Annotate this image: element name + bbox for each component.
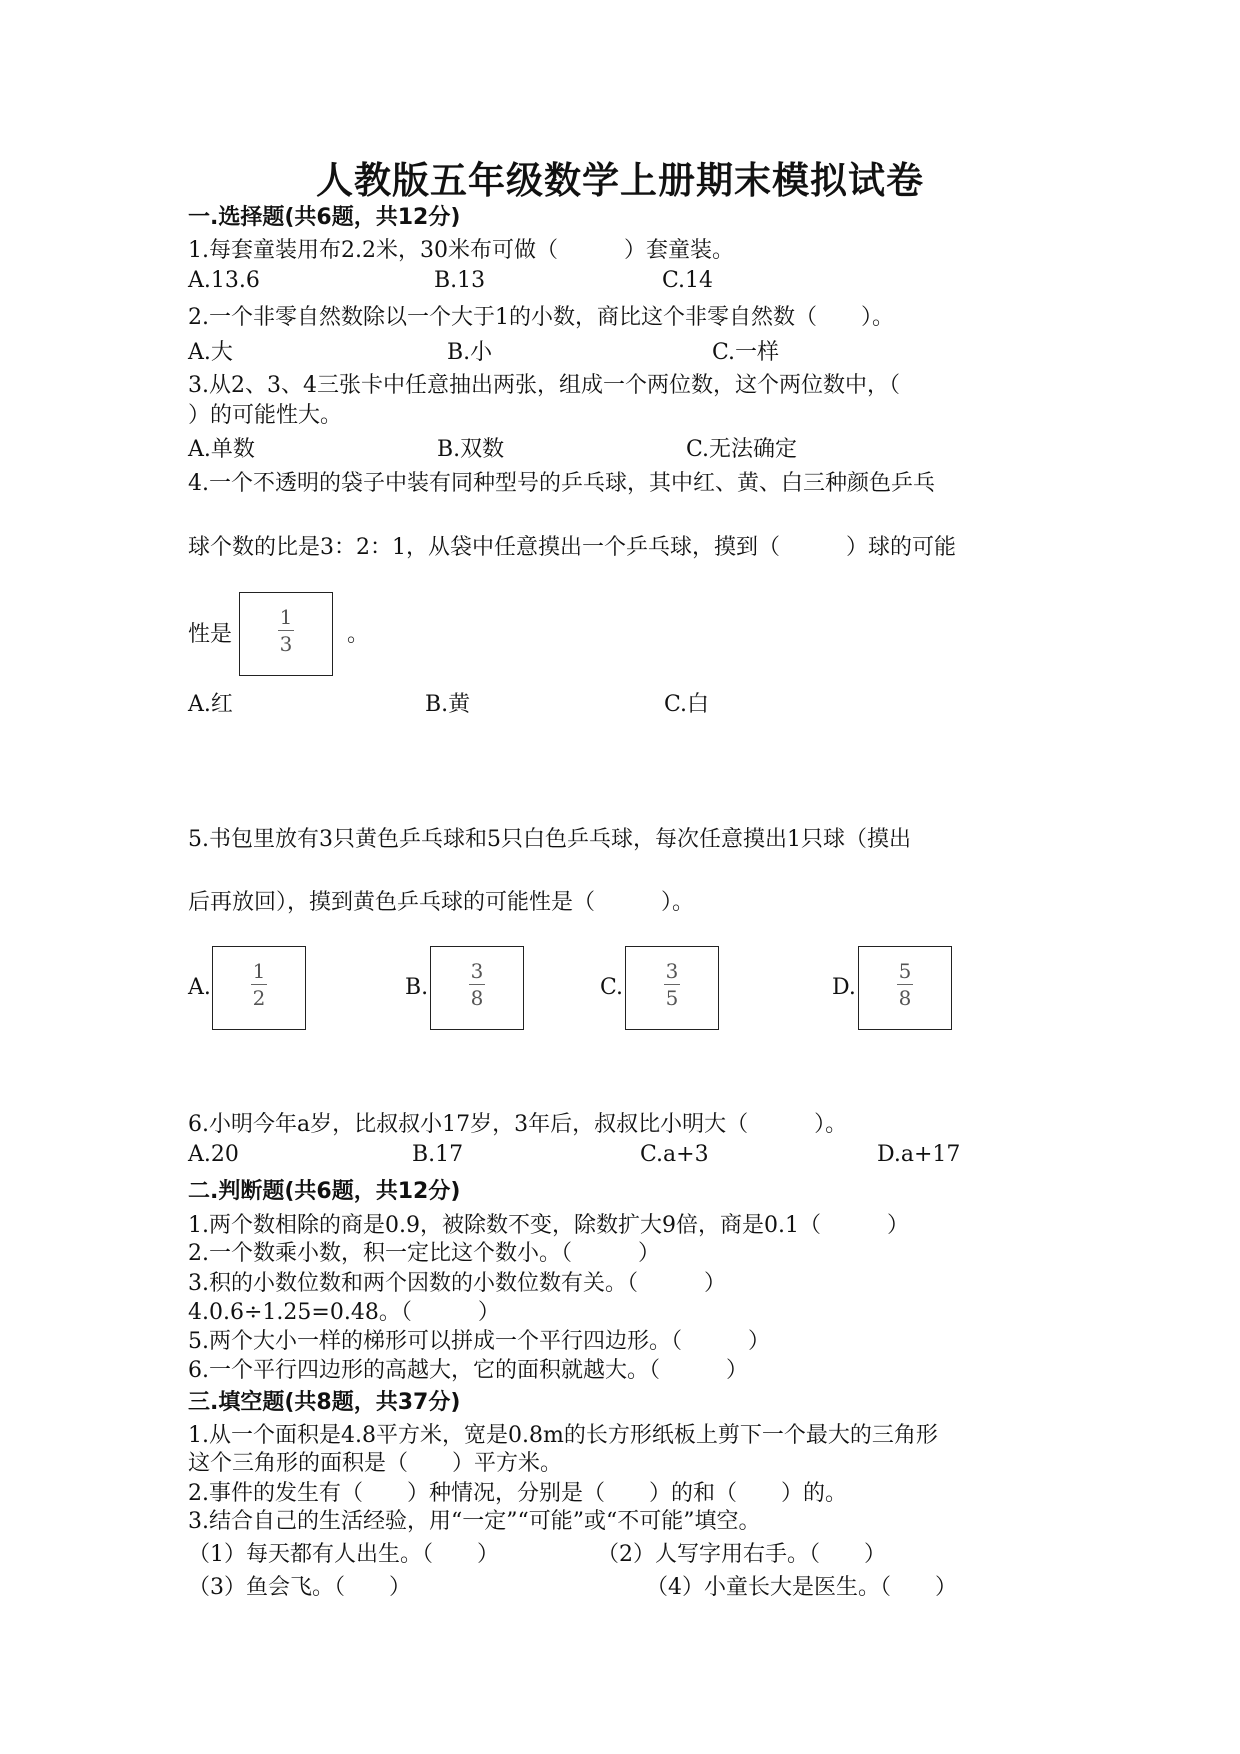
choice-q1-option-b: B.13 xyxy=(434,268,486,293)
choice-q4-line1: 4.一个不透明的袋子中装有同种型号的乒乓球，其中红、黄、白三种颜色乒乓 xyxy=(188,471,935,496)
choice-q4-line2: 球个数的比是3：2：1，从袋中任意摸出一个乒乓球，摸到（ ）球的可能 xyxy=(188,535,956,560)
choice-q4-line3-post: 。 xyxy=(347,622,370,647)
choice-q5-option-b-label: B. xyxy=(405,975,429,1000)
choice-q5-option-a-label: A. xyxy=(188,975,211,1000)
fraction-option-d xyxy=(859,959,951,1010)
choice-q4-option-a: A.红 xyxy=(188,692,233,717)
judge-q3: 3.积的小数位数和两个因数的小数位数有关。（ ） xyxy=(188,1271,726,1296)
fraction-box-option-a xyxy=(212,946,306,1030)
choice-q4-line3-pre: 性是 xyxy=(188,622,233,647)
fraction-denominator: 2 xyxy=(252,986,266,1010)
fraction-numerator: 1 xyxy=(279,605,293,629)
choice-q3-line2: ）的可能性大。 xyxy=(188,403,343,428)
choice-q4-option-b: B.黄 xyxy=(425,692,471,717)
choice-q5-option-d-label: D. xyxy=(832,975,856,1000)
fraction-bar xyxy=(664,984,680,985)
fraction-option-b xyxy=(431,959,523,1010)
fraction-option-c xyxy=(626,959,718,1010)
choice-q6-option-d: D.a+17 xyxy=(877,1142,961,1167)
choice-q2: 2.一个非零自然数除以一个大于1的小数，商比这个非零自然数（ ）。 xyxy=(188,305,894,330)
choice-q5-option-c-label: C. xyxy=(600,975,624,1000)
fraction-box-option-c xyxy=(625,946,719,1030)
fraction-bar xyxy=(278,630,294,631)
fill-q3-item-4: （4）小童长大是医生。（ ） xyxy=(646,1575,957,1600)
choice-q3-line1: 3.从2、3、4三张卡中任意抽出两张，组成一个两位数，这个两位数中，（ xyxy=(188,373,900,398)
judge-q4: 4.0.6÷1.25=0.48。（ ） xyxy=(188,1300,500,1325)
fraction-denominator: 5 xyxy=(665,986,679,1010)
fraction-numerator: 1 xyxy=(252,959,266,983)
fraction-numerator: 5 xyxy=(898,959,912,983)
choice-q4-option-c: C.白 xyxy=(664,692,710,717)
choice-q1-option-c: C.14 xyxy=(662,268,714,293)
judge-q6: 6.一个平行四边形的高越大，它的面积就越大。（ ） xyxy=(188,1358,748,1383)
fraction-box-q4 xyxy=(239,592,333,676)
choice-q1-option-a: A.13.6 xyxy=(188,268,260,293)
fraction-bar xyxy=(897,984,913,985)
fraction-numerator: 3 xyxy=(470,959,484,983)
fraction-box-option-d xyxy=(858,946,952,1030)
fraction-option-a xyxy=(213,959,305,1010)
choice-q3-option-a: A.单数 xyxy=(188,437,255,462)
fraction-denominator: 8 xyxy=(898,986,912,1010)
page-title: 人教版五年级数学上册期末模拟试卷 xyxy=(316,158,924,202)
judge-q2: 2.一个数乘小数，积一定比这个数小。（ ） xyxy=(188,1241,660,1266)
judge-q1: 1.两个数相除的商是0.9，被除数不变，除数扩大9倍，商是0.1（ ） xyxy=(188,1213,909,1238)
fill-q2: 2.事件的发生有（ ）种情况，分别是（ ）的和（ ）的。 xyxy=(188,1481,847,1506)
section-heading-fill: 三.填空题(共8题，共37分) xyxy=(188,1390,461,1415)
fraction-q4 xyxy=(240,605,332,656)
choice-q3-option-b: B.双数 xyxy=(437,437,505,462)
choice-q2-option-a: A.大 xyxy=(188,340,233,365)
fill-q3-item-1: （1）每天都有人出生。（ ） xyxy=(188,1542,499,1567)
choice-q1: 1.每套童装用布2.2米，30米布可做（ ）套童装。 xyxy=(188,238,734,263)
choice-q6-option-a: A.20 xyxy=(188,1142,239,1167)
choice-q2-option-c: C.一样 xyxy=(712,340,780,365)
fraction-bar xyxy=(469,984,485,985)
fill-q1-line2: 这个三角形的面积是（ ）平方米。 xyxy=(188,1451,563,1476)
fill-q3: 3.结合自己的生活经验，用“一定”“可能”或“不可能”填空。 xyxy=(188,1509,761,1534)
fill-q3-item-3: （3）鱼会飞。（ ） xyxy=(188,1575,411,1600)
choice-q5-line2: 后再放回），摸到黄色乒乓球的可能性是（ ）。 xyxy=(188,890,695,915)
judge-q5: 5.两个大小一样的梯形可以拼成一个平行四边形。（ ） xyxy=(188,1329,770,1354)
section-heading-choice: 一.选择题(共6题，共12分) xyxy=(188,205,461,230)
fill-q3-item-2: （2）人写字用右手。（ ） xyxy=(597,1542,886,1567)
section-heading-judge: 二.判断题(共6题，共12分) xyxy=(188,1179,461,1204)
fraction-denominator: 3 xyxy=(279,632,293,656)
choice-q3-option-c: C.无法确定 xyxy=(686,437,798,462)
fraction-numerator: 3 xyxy=(665,959,679,983)
choice-q6-option-c: C.a+3 xyxy=(640,1142,709,1167)
choice-q6: 6.小明今年a岁，比叔叔小17岁，3年后，叔叔比小明大（ ）。 xyxy=(188,1112,848,1137)
fraction-box-option-b xyxy=(430,946,524,1030)
choice-q2-option-b: B.小 xyxy=(447,340,493,365)
fraction-denominator: 8 xyxy=(470,986,484,1010)
choice-q6-option-b: B.17 xyxy=(412,1142,464,1167)
choice-q5-line1: 5.书包里放有3只黄色乒乓球和5只白色乒乓球，每次任意摸出1只球（摸出 xyxy=(188,827,911,852)
fill-q1-line1: 1.从一个面积是4.8平方米，宽是0.8m的长方形纸板上剪下一个最大的三角形 xyxy=(188,1423,938,1448)
fraction-bar xyxy=(251,984,267,985)
